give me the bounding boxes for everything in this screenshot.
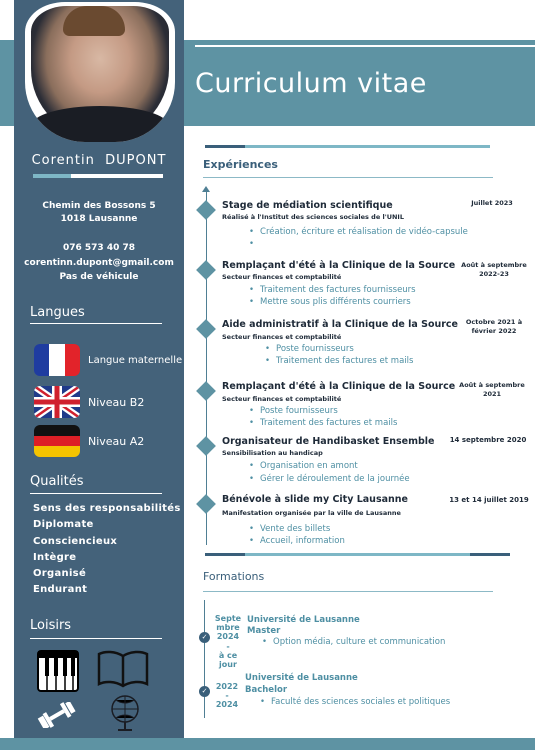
timeline-diamond [196, 436, 216, 456]
quality-item: Intègre [33, 552, 77, 563]
hobbies-divider [30, 638, 162, 639]
formation-degree: Master [247, 626, 281, 636]
vehicle-info: Pas de véhicule [59, 272, 139, 282]
experience-bullet: • Création, écriture et réalisation de vidéo-capsule [249, 227, 468, 237]
experience-bullet: • Gérer le déroulement de la journée [249, 474, 410, 484]
experience-subtitle: Secteur finances et comptabilité [222, 395, 342, 403]
book-icon [97, 650, 149, 692]
language-level: Niveau A2 [88, 434, 145, 448]
formation-degree: Bachelor [245, 685, 288, 695]
timeline-diamond [196, 319, 216, 339]
language-item-french [34, 344, 182, 376]
qualities-divider [30, 493, 162, 494]
profile-name: Corentin DUPONT [31, 153, 167, 168]
france-flag-icon [34, 344, 80, 376]
experience-bullet: • Mettre sous plis différents courriers [249, 297, 411, 307]
language-level: Langue maternelle [88, 354, 183, 366]
experiences-divider [203, 177, 493, 178]
experience-date: Octobre 2021 à février 2022 [465, 318, 523, 336]
header-line [195, 45, 535, 47]
experience-subtitle: Sensibilisation au handicap [222, 449, 323, 457]
quality-item: Sens des responsabilités [33, 503, 181, 514]
experience-bullet: • Organisation en amont [249, 461, 358, 471]
languages-divider [30, 323, 162, 324]
quality-item: Organisé [33, 568, 87, 579]
piano-icon [37, 650, 79, 696]
language-item-german [34, 425, 144, 457]
experience-subtitle: Secteur finances et comptabilité [222, 273, 342, 281]
quality-item: Diplomate [33, 519, 94, 530]
experiences-bottom-rule-dark [205, 553, 245, 556]
language-item-english [34, 386, 144, 418]
experience-bullet: • Accueil, information [249, 536, 345, 546]
experience-subtitle: Manifestation organisée par la ville de Lausanne [222, 509, 401, 517]
formation-school: Université de Lausanne [247, 615, 360, 625]
experience-title: Remplaçant d'été à la Clinique de la Source [222, 381, 456, 392]
uk-flag-icon [34, 386, 80, 418]
profile-photo-frame [25, 2, 175, 142]
globe-icon [106, 692, 144, 736]
formations-heading: Formations [203, 570, 265, 583]
experience-title: Organisateur de Handibasket Ensemble [222, 436, 435, 447]
experience-bullet: • Traitement des factures fournisseurs [249, 285, 416, 295]
email-address: corentinn.dupont@gmail.com [24, 258, 174, 268]
experience-title: Remplaçant d'été à la Clinique de la Source [222, 260, 456, 271]
quality-item: Consciencieux [33, 536, 118, 547]
timeline-diamond [196, 200, 216, 220]
experience-subtitle: Secteur finances et comptabilité [222, 333, 342, 341]
footer-bar [0, 738, 535, 750]
phone-number: 076 573 40 78 [62, 243, 136, 253]
experiences-bottom-rule-light [245, 553, 470, 556]
address-line2: 1018 Lausanne [60, 214, 138, 224]
experience-bullet: • Poste fournisseurs [249, 406, 338, 416]
page-title: Curriculum vitae [195, 68, 427, 99]
experience-timeline [206, 190, 207, 545]
experiences-bottom-rule-end [470, 553, 510, 556]
experience-date: Août à septembre 2021 [459, 381, 525, 399]
qualities-heading: Qualités [30, 474, 84, 489]
language-level: Niveau B2 [88, 395, 145, 409]
timeline-diamond [196, 381, 216, 401]
experience-date: Août à septembre 2022-23 [461, 261, 527, 279]
formation-bullet: • Faculté des sciences sociales et politiques [260, 697, 450, 707]
experience-date: 14 septembre 2020 [449, 436, 527, 444]
experience-title: Bénévole à slide my City Lausanne [222, 494, 408, 505]
experience-date: Juillet 2023 [471, 199, 513, 207]
experiences-rule-light [245, 145, 490, 148]
name-underline-accent [33, 174, 71, 178]
experience-bullet: • Traitement des factures et mails [249, 418, 397, 428]
timeline-diamond [196, 260, 216, 280]
formation-date: 2022 - 2024 [215, 682, 239, 710]
experiences-rule-dark [205, 145, 245, 148]
germany-flag-icon [34, 425, 80, 457]
formation-school: Université de Lausanne [245, 673, 358, 683]
experience-date: 13 et 14 juillet 2019 [449, 496, 529, 504]
check-icon: ✓ [199, 632, 210, 643]
experience-bullet [249, 239, 260, 249]
quality-item: Endurant [33, 584, 88, 595]
formation-bullet: • Option média, culture et communication [262, 637, 445, 647]
check-icon: ✓ [199, 686, 210, 697]
formation-date: Septe mbre 2024 - à ce jour [214, 614, 242, 669]
photo-hair [63, 6, 125, 36]
experience-subtitle: Réalisé à l'Institut des sciences sociales de l'UNIL [222, 213, 404, 221]
experience-bullet: • Poste fournisseurs [265, 344, 354, 354]
hobbies-heading: Loisirs [30, 618, 72, 633]
photo-shirt [31, 106, 169, 142]
languages-heading: Langues [30, 305, 85, 320]
experience-bullet: • Traitement des factures et mails [265, 356, 413, 366]
timeline-diamond [196, 494, 216, 514]
dumbbell-icon [37, 702, 77, 732]
experiences-heading: Expériences [203, 158, 278, 171]
formations-divider [203, 591, 493, 592]
experience-title: Aide administratif à la Clinique de la Source [222, 319, 459, 330]
timeline-arrow-icon [202, 186, 210, 192]
experience-title: Stage de médiation scientifique [222, 200, 393, 211]
formation-timeline [204, 600, 205, 718]
experience-bullet: • Vente des billets [249, 524, 330, 534]
address-line1: Chemin des Bossons 5 [42, 201, 156, 211]
